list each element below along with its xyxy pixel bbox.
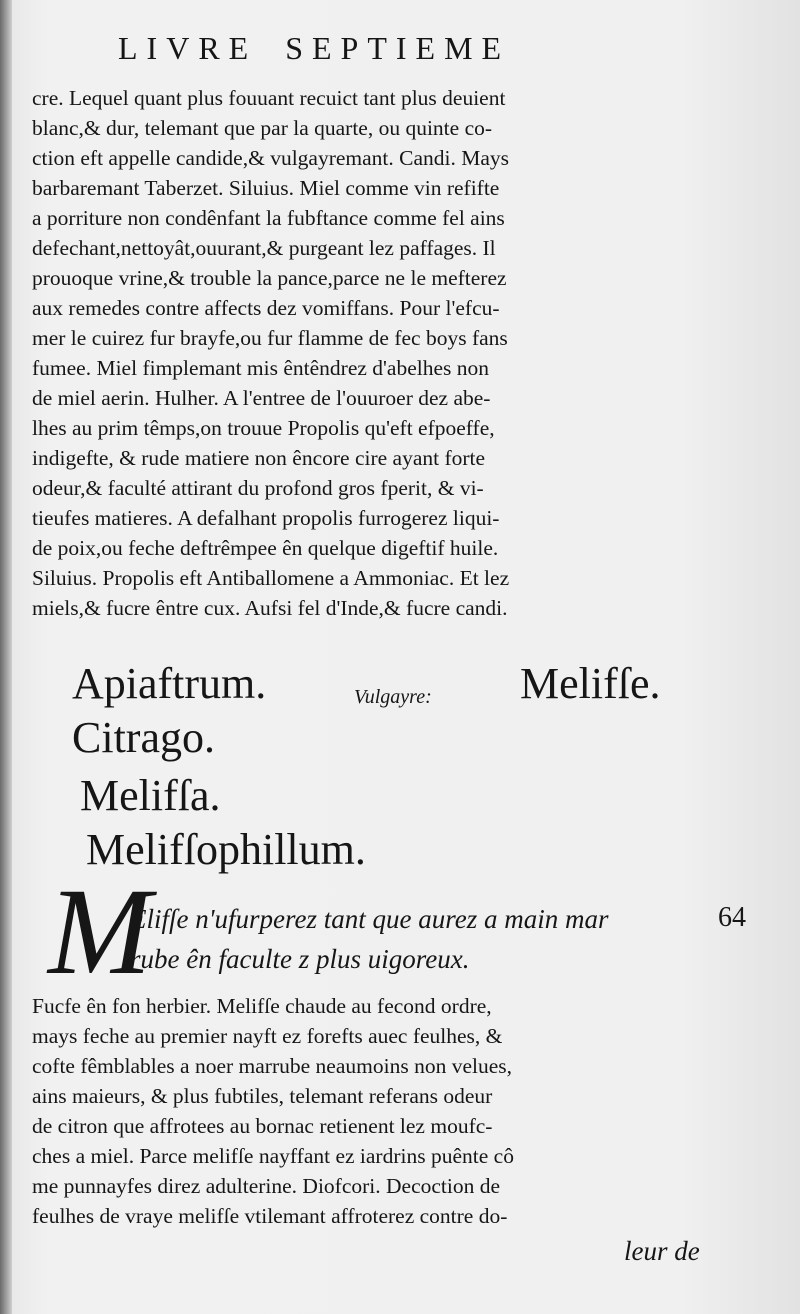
text-line: prouoque vrine,& trouble la pance,parce ne le mefterez (32, 266, 507, 290)
header-word-livre: LIVRE (118, 30, 258, 66)
text-line: indigefte, & rude matiere non êncore cire ayant forte (32, 446, 486, 470)
top-paragraph (32, 84, 702, 644)
text-line: aux remedes contre affects dez vomiffans. Pour l'efcu- (32, 296, 500, 320)
intro-line: Elifſe n'ufurperez tant que aurez a main mar (130, 904, 609, 934)
plant-name-latin: Apiaftrum. (72, 659, 267, 708)
plant-name-latin: Melifſophillum. (86, 825, 366, 874)
text-line: me punnayfes direz adulterine. Diofcori. Decoction de (32, 1174, 501, 1198)
text-line: de citron que affrotees au bornac retienent lez moufc- (32, 1114, 493, 1138)
page-edge-shadow (0, 0, 12, 1314)
text-line: a porriture non condênfant la fubftance comme fel ains (32, 206, 505, 230)
catchword: leur de (624, 1236, 700, 1266)
text-line: lhes au prim têmps,on trouue Propolis qu'eft efpoeffe, (32, 416, 495, 440)
bottom-paragraph (32, 992, 702, 1282)
plant-name-latin: Citrago. (72, 713, 215, 762)
text-line: ains maieurs, & plus fubtiles, telemant referans odeur (32, 1084, 493, 1108)
text-line: mays feche au premier nayft ez forefts auec feulhes, & (32, 1024, 503, 1048)
text-line: odeur,& faculté attirant du profond gros fperit, & vi- (32, 476, 484, 500)
drop-cap: M (48, 863, 152, 1000)
text-line: de miel aerin. Hulher. A l'entree de l'ouuroer dez abe- (32, 386, 491, 410)
text-line: cofte fêmblables a noer marrube neaumoins non velues, (32, 1054, 512, 1078)
text-line: fumee. Miel fimplemant mis êntêndrez d'abelhes non (32, 356, 490, 380)
text-line: ction eft appelle candide,& vulgayremant. Candi. Mays (32, 146, 510, 170)
text-line: Fucfe ên fon herbier. Melifſe chaude au fecond ordre, (32, 994, 492, 1018)
intro-line: rube ên faculte z plus uigoreux. (130, 944, 470, 974)
text-line: cre. Lequel quant plus fouuant recuict tant plus deuient (32, 86, 506, 110)
text-line: Siluius. Propolis eft Antiballomene a Ammoniac. Et lez (32, 566, 510, 590)
text-line: miels,& fucre êntre cux. Aufsi fel d'Inde,& fucre candi. (32, 596, 508, 620)
text-line: blanc,& dur, telemant que par la quarte, ou quinte co- (32, 116, 493, 140)
text-line: de poix,ou feche deftrêmpee ên quelque digeftif huile. (32, 536, 499, 560)
text-line: mer le cuirez fur brayfe,ou fur flamme de fec boys fans (32, 326, 508, 350)
page-number: 64 (718, 902, 746, 933)
text-line: tieufes matieres. A defalhant propolis furrogerez liqui- (32, 506, 500, 530)
text-line: barbaremant Taberzet. Siluius. Miel comme vin refifte (32, 176, 500, 200)
text-line: feulhes de vraye melifſe vtilemant affroterez contre do- (32, 1204, 508, 1228)
vulgar-name: Melifſe. (520, 659, 661, 708)
header-word-septieme: SEPTIEME (285, 30, 511, 66)
text-line: defechant,nettoyât,ouurant,& purgeant lez paffages. Il (32, 236, 496, 260)
running-header (118, 30, 618, 67)
plant-name-latin: Melifſa. (80, 771, 221, 820)
vulgar-label: Vulgayre: (354, 686, 432, 708)
text-line: ches a miel. Parce melifſe nayffant ez iardrins puênte cô (32, 1144, 514, 1168)
